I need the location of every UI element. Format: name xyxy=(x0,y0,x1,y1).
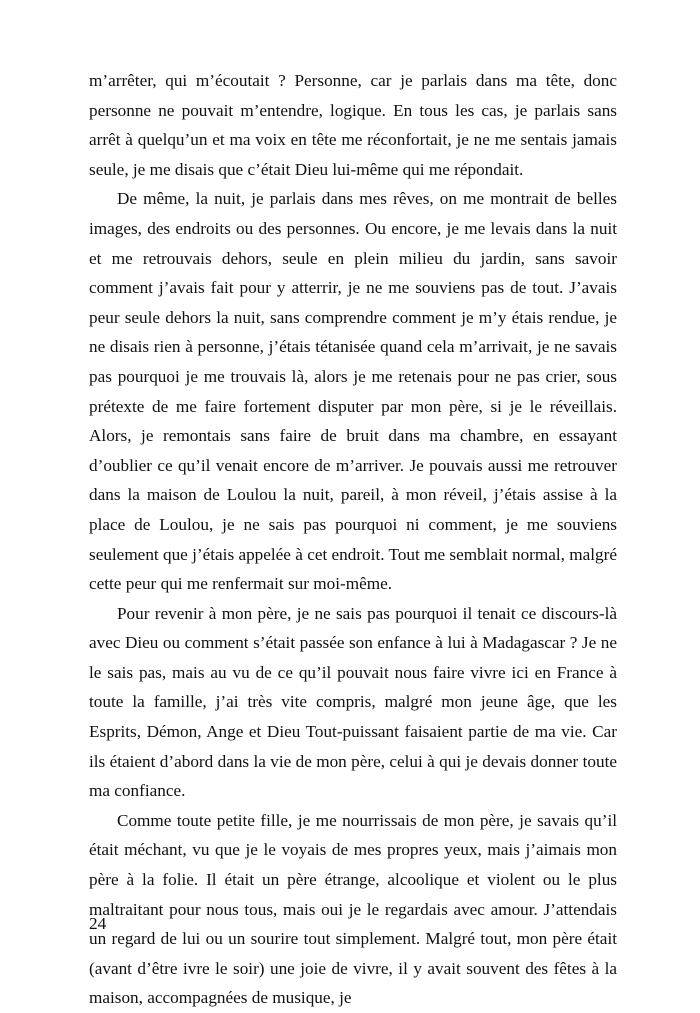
paragraph: m’arrêter, qui m’écoutait ? Personne, car je parlais dans ma tête, donc personne ne pouvait m’entendre, logique. En tous les cas, je parlais sans arrêt à quelqu’un et ma voix en tête me réconfortait, je ne me sentais jamais seule, je me disais que c’était Dieu lui-même qui me répondait. xyxy=(89,71,617,179)
paragraph: Comme toute petite fille, je me nourrissais de mon père, je savais qu’il était méchant, vu que je le voyais de mes propres yeux, mais j’aimais mon père à la folie. Il était un père étrange, alcoolique et violent ou le plus maltraitant pour nous tous, mais oui je le regardais avec amour. J’attendais un regard de lui ou un sourire tout simplement. Malgré tout, mon père était (avant d’être ivre le soir) une joie de vivre, il y avait souvent des fêtes à la maison, accompagnées de musique, je xyxy=(89,810,617,1008)
paragraph: De même, la nuit, je parlais dans mes rêves, on me montrait de belles images, des endroits ou des personnes. Ou encore, je me levais dans la nuit et me retrouvais dehors, seule en plein milieu du jardin, sans savoir comment j’avais fait pour y atterrir, je ne me souviens pas de tout. J’avais peur seule dehors la nuit, sans comprendre comment je m’y étais rendue, je ne disais rien à personne, j’étais tétanisée quand cela m’arrivait, je ne savais pas pourquoi je me trouvais là, alors je me retenais pour ne pas crier, sous prétexte de me faire fortement disputer par mon père, si je le réveillais. Alors, je remontais sans faire de bruit dans ma chambre, en essayant d’oublier ce qu’il venait encore de m’arriver. Je pouvais aussi me retrouver dans la maison de Loulou la nuit, pareil, à mon réveil, j’étais assise à la place de Loulou, je ne sais pas pourquoi ni comment, je me souviens seulement que j’étais appelée à cet endroit. Tout me semblait normal, malgré cette peur qui me renfermait sur moi-même. xyxy=(89,189,617,594)
paragraph: Pour revenir à mon père, je ne sais pas pourquoi il tenait ce discours-là avec Dieu ou comment s’était passée son enfance à lui à Madagascar ? Je ne le sais pas, mais au vu de ce qu’il pouvait nous faire vivre ici en France à toute la famille, j’ai très vite compris, malgré mon jeune âge, que les Esprits, Démon, Ange et Dieu Tout-puissant faisaient partie de ma vie. Car ils étaient d’abord dans la vie de mon père, celui à qui je devais donner toute ma confiance. xyxy=(89,603,617,801)
page-number: 24 xyxy=(89,914,107,933)
page-body xyxy=(89,66,617,1013)
